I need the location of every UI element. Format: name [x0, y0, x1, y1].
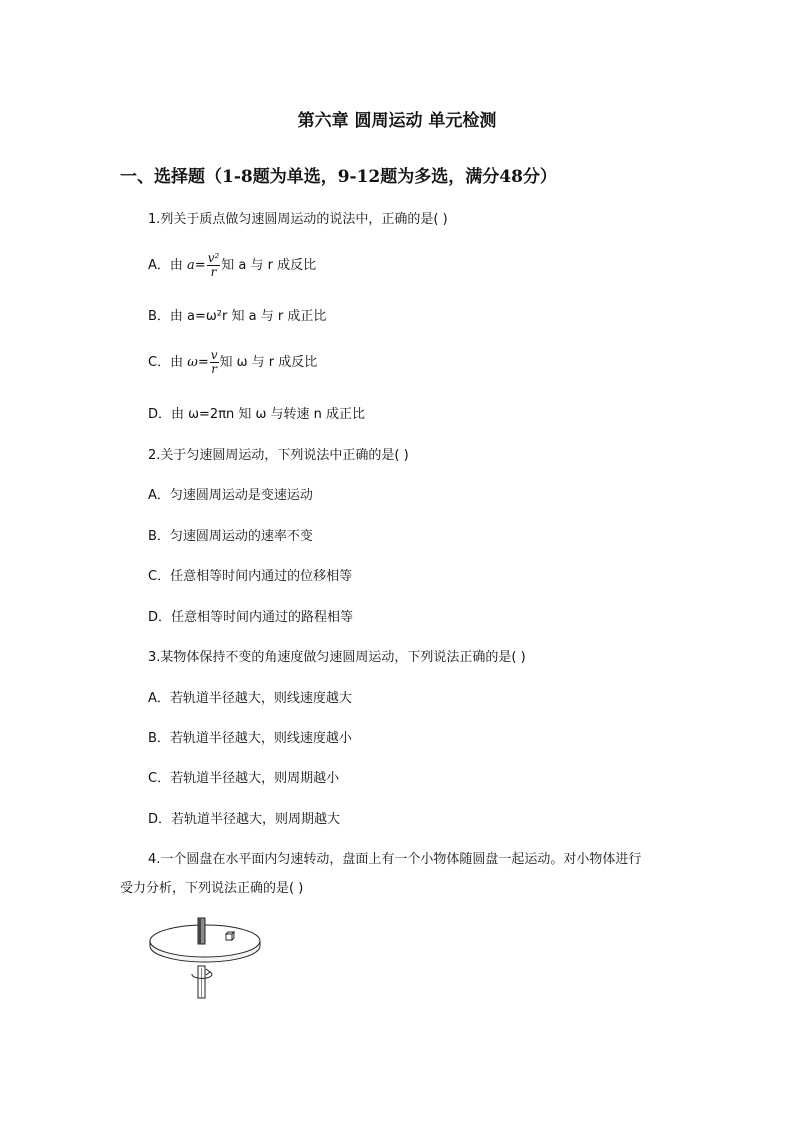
fraction-numerator: v² [207, 251, 220, 265]
option-c-suffix: 知 ω 与 r 成反比 [219, 355, 318, 370]
option-c-prefix: C．由 [148, 355, 188, 370]
question-2-option-d: D．任意相等时间内通过的路程相等 [148, 610, 354, 625]
option-a-fraction [207, 252, 221, 279]
question-1-stem: 1.列关于质点做匀速圆周运动的说法中，正确的是( ) [148, 212, 448, 227]
question-4-line-1: 4.一个圆盘在水平面内匀速转动，盘面上有一个小物体随圆盘一起运动。对小物体进行 [148, 852, 642, 867]
question-1-option-b: B．由 a=ω²r 知 a 与 r 成正比 [148, 309, 327, 324]
question-2-option-b: B．匀速圆周运动的速率不变 [148, 529, 313, 544]
option-a-prefix: A．由 [148, 258, 188, 273]
section-heading: 一、选择题（1-8题为单选，9-12题为多选，满分48分） [120, 167, 557, 187]
question-4-line-2: 受力分析，下列说法正确的是( ) [120, 881, 304, 896]
option-c-eq: = [197, 355, 209, 370]
rotating-disk-figure [140, 912, 270, 1004]
question-3-option-d: D．若轨道半径越大，则周期越大 [148, 812, 341, 827]
question-2-option-c: C．任意相等时间内通过的位移相等 [148, 569, 353, 584]
question-3-option-a: A．若轨道半径越大，则线速度越大 [148, 691, 352, 706]
option-a-lhs: a [187, 258, 195, 273]
question-1-option-a [148, 252, 316, 279]
question-1-option-c [148, 349, 317, 376]
fraction-numerator: v [210, 348, 218, 362]
question-3-option-b: B．若轨道半径越大，则线速度越小 [148, 731, 352, 746]
page-title: 第六章 圆周运动 单元检测 [297, 111, 497, 131]
fraction-denominator: r [211, 362, 217, 376]
question-3-option-c: C．若轨道半径越大，则周期越小 [148, 771, 340, 786]
question-3-stem: 3.某物体保持不变的角速度做匀速圆周运动，下列说法正确的是( ) [148, 650, 526, 665]
question-1-option-d: D．由 ω=2πn 知 ω 与转速 n 成正比 [148, 407, 366, 422]
option-a-suffix: 知 a 与 r 成反比 [221, 258, 317, 273]
question-2-option-a: A．匀速圆周运动是变速运动 [148, 488, 313, 503]
question-2-stem: 2.关于匀速圆周运动，下列说法中正确的是( ) [148, 448, 409, 463]
small-block-icon [226, 932, 234, 940]
fraction-denominator: r [210, 265, 217, 279]
option-c-lhs: ω [187, 355, 198, 370]
option-a-eq: = [194, 258, 206, 273]
option-c-fraction [210, 349, 219, 376]
